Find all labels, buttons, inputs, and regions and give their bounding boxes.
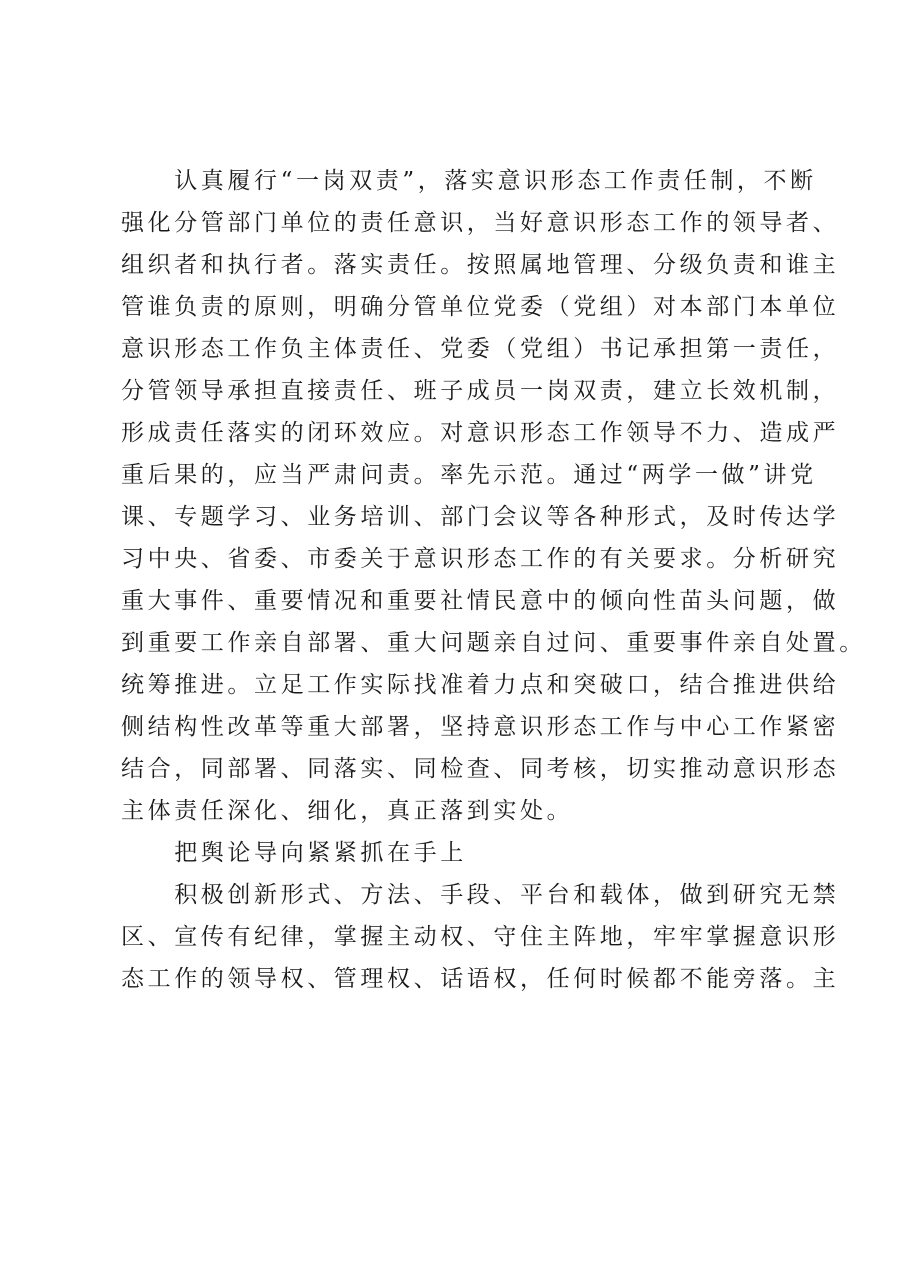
text-line: 重大事件、重要情况和重要社情民意中的倾向性苗头问题，做 — [121, 588, 840, 614]
text-line: 认真履行“一岗双责”，落实意识形态工作责任制，不断 — [121, 168, 817, 194]
paragraph-responsibility — [121, 160, 866, 832]
text-line: 结合，同部署、同落实、同检查、同考核，切实推动意识形态 — [121, 756, 840, 782]
text-line: 侧结构性改革等重大部署，坚持意识形态工作与中心工作紧密 — [121, 714, 840, 740]
text-line: 强化分管部门单位的责任意识，当好意识形态工作的领导者、 — [121, 210, 840, 236]
heading-line: 把舆论导向紧紧抓在手上 — [121, 840, 467, 866]
text-line: 意识形态工作负主体责任、党委（党组）书记承担第一责任， — [121, 336, 840, 362]
text-line: 形成责任落实的闭环效应。对意识形态工作领导不力、造成严 — [121, 420, 840, 446]
paragraph-public-opinion — [121, 874, 840, 1000]
document-body — [121, 160, 866, 1000]
text-line: 重后果的，应当严肃问责。率先示范。通过“两学一做”讲党 — [121, 462, 817, 488]
text-line: 积极创新形式、方法、手段、平台和载体，做到研究无禁 — [121, 882, 840, 908]
text-line: 态工作的领导权、管理权、话语权，任何时候都不能旁落。主 — [121, 966, 840, 992]
text-line: 统筹推进。立足工作实际找准着力点和突破口，结合推进供给 — [121, 672, 840, 698]
text-line: 区、宣传有纪律，掌握主动权、守住主阵地，牢牢掌握意识形 — [121, 924, 840, 950]
section-heading — [121, 832, 821, 874]
text-line: 管谁负责的原则，明确分管单位党委（党组）对本部门本单位 — [121, 294, 840, 320]
text-line: 分管领导承担直接责任、班子成员一岗双责，建立长效机制， — [121, 378, 840, 404]
text-line: 组织者和执行者。落实责任。按照属地管理、分级负责和谁主 — [121, 252, 840, 278]
text-line: 到重要工作亲自部署、重大问题亲自过问、重要事件亲自处置。 — [121, 630, 866, 656]
text-line: 课、专题学习、业务培训、部门会议等各种形式，及时传达学 — [121, 504, 840, 530]
text-line: 习中央、省委、市委关于意识形态工作的有关要求。分析研究 — [121, 546, 840, 572]
text-line: 主体责任深化、细化，真正落到实处。 — [121, 798, 574, 824]
